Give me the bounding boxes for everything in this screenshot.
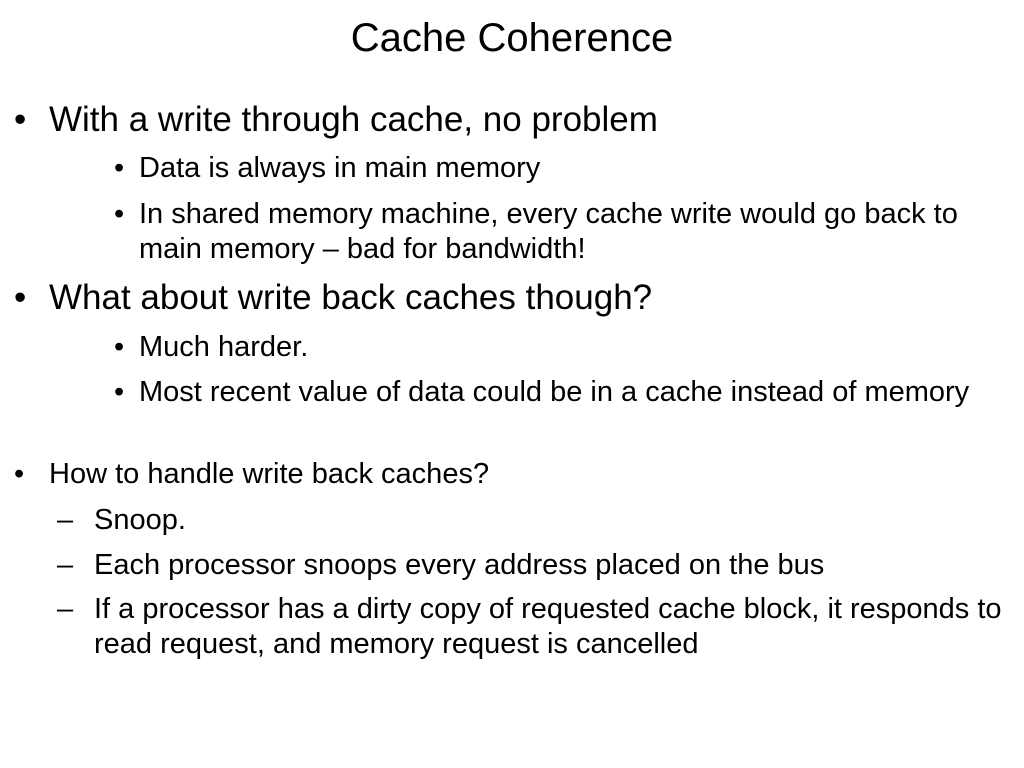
bullet-item [14, 457, 1004, 492]
dash-marker: – [57, 593, 74, 625]
bullet-marker: • [114, 198, 125, 230]
sub-bullet-item [114, 151, 1004, 186]
bullet-text: Data is always in main memory [139, 152, 541, 184]
dash-item [57, 592, 1007, 662]
slide-title: Cache Coherence [350, 16, 674, 60]
bullet-item [14, 101, 1004, 139]
dash-item [57, 503, 1007, 538]
dash-marker: – [57, 504, 74, 536]
dash-text: If a processor has a dirty copy of requested cache block, it responds to read request, and memory request is cancelled [94, 593, 1002, 660]
bullet-marker: • [14, 458, 25, 490]
bullet-text: In shared memory machine, every cache write would go back to main memory – bad for bandwidth! [139, 198, 958, 265]
sub-bullet-item [114, 197, 1004, 267]
bullet-text: Much harder. [139, 331, 309, 363]
bullet-item [14, 279, 1004, 317]
bullet-text: How to handle write back caches? [49, 458, 490, 490]
dash-marker: – [57, 549, 74, 581]
bullet-marker: • [114, 152, 125, 184]
bullet-text: What about write back caches though? [49, 278, 653, 317]
bullet-text: Most recent value of data could be in a cache instead of memory [139, 376, 970, 408]
bullet-marker: • [14, 278, 27, 317]
bullet-marker: • [114, 376, 125, 408]
dash-text: Each processor snoops every address placed on the bus [94, 549, 825, 581]
dash-item [57, 548, 1007, 583]
sub-bullet-item [114, 330, 1004, 365]
sub-bullet-item [114, 375, 1004, 410]
dash-text: Snoop. [94, 504, 186, 536]
bullet-marker: • [114, 331, 125, 363]
bullet-text: With a write through cache, no problem [49, 100, 658, 139]
bullet-marker: • [14, 100, 27, 139]
